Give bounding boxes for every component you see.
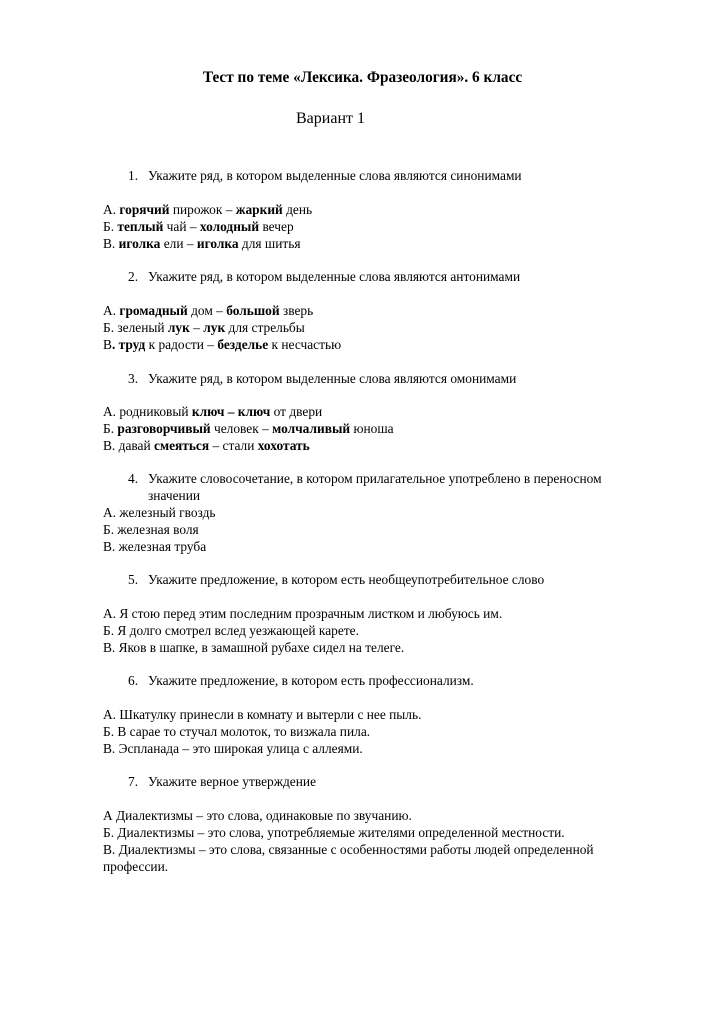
question-text: Укажите верное утверждение: [148, 774, 317, 789]
question-number: 4.: [128, 471, 139, 486]
option-4b: Б. железная воля: [103, 522, 199, 537]
option-7c: В. Диалектизмы – это слова, связанные с особенностями работы людей определенной профессии.: [103, 842, 594, 874]
question-number: 2.: [128, 269, 139, 284]
option-3b: Б. разговорчивый человек – молчаливый юноша: [103, 421, 394, 436]
question-text: Укажите ряд, в котором выделенные слова являются омонимами: [148, 371, 517, 386]
option-4c: В. железная труба: [103, 539, 207, 554]
option-6b: Б. В сарае то стучал молоток, то визжала пила.: [103, 724, 371, 739]
question-5: [128, 571, 668, 588]
option-7a: А Диалектизмы – это слова, одинаковые по звучанию.: [103, 808, 412, 823]
question-1: [128, 167, 668, 184]
option-5a: А. Я стою перед этим последним прозрачным листком и любуюсь им.: [103, 606, 503, 621]
option-7b: Б. Диалектизмы – это слова, употребляемые жителями определенной местности.: [103, 825, 565, 840]
question-number: 3.: [128, 371, 139, 386]
question-text: Укажите предложение, в котором есть необщеупотребительное слово: [148, 572, 545, 587]
variant-heading: Вариант 1: [296, 110, 365, 127]
question-6: [128, 672, 668, 689]
option-6a: А. Шкатулку принесли в комнату и вытерли с нее пыль.: [103, 707, 422, 722]
question-text-continued: значении: [148, 488, 201, 503]
option-5c: В. Яков в шапке, в замашной рубахе сидел на телеге.: [103, 640, 405, 655]
question-number: 7.: [128, 774, 139, 789]
question-7: [128, 773, 668, 790]
option-3a: А. родниковый ключ – ключ от двери: [103, 404, 323, 419]
question-3: [128, 370, 668, 387]
option-2a: А. громадный дом – большой зверь: [103, 303, 314, 318]
option-2b: Б. зеленый лук – лук для стрельбы: [103, 320, 305, 335]
question-text: Укажите предложение, в котором есть профессионализм.: [148, 673, 474, 688]
question-4: [128, 470, 668, 504]
page-title: Тест по теме «Лексика. Фразеология». 6 класс: [202, 69, 523, 86]
option-1b: Б. теплый чай – холодный вечер: [103, 219, 294, 234]
option-5b: Б. Я долго смотрел вслед уезжающей карете.: [103, 623, 359, 638]
question-number: 6.: [128, 673, 139, 688]
option-3c: В. давай смеяться – стали хохотать: [103, 438, 310, 453]
question-text: Укажите словосочетание, в котором прилагательное употреблено в переносном: [148, 471, 602, 486]
question-text: Укажите ряд, в котором выделенные слова являются антонимами: [148, 269, 521, 284]
question-2: [128, 268, 668, 285]
question-text: Укажите ряд, в котором выделенные слова являются синонимами: [148, 168, 522, 183]
option-4a: А. железный гвоздь: [103, 505, 216, 520]
question-number: 1.: [128, 168, 139, 183]
option-6c: В. Эспланада – это широкая улица с аллеями.: [103, 741, 363, 756]
option-1a: А. горячий пирожок – жаркий день: [103, 202, 313, 217]
option-2c: В. труд к радости – безделье к несчастью: [103, 337, 342, 352]
option-1c: В. иголка ели – иголка для шитья: [103, 236, 301, 251]
question-number: 5.: [128, 572, 139, 587]
